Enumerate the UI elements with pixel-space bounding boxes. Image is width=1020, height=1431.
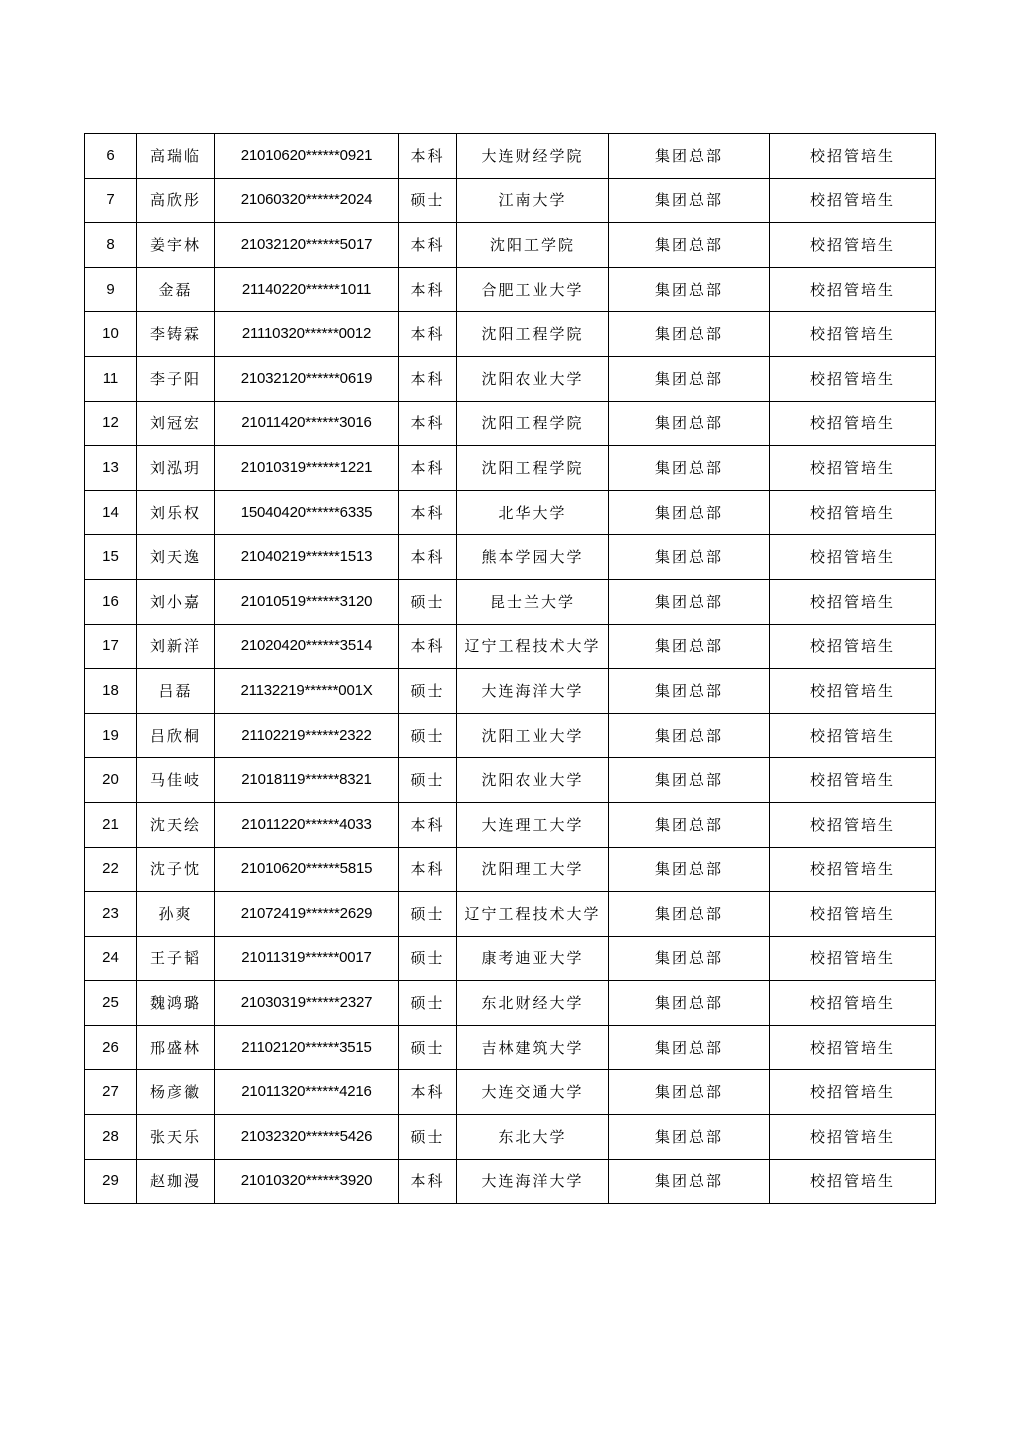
id-number-cell: 21032320******5426	[215, 1115, 399, 1160]
school-cell: 沈阳工程学院	[457, 312, 609, 357]
degree-cell: 硕士	[399, 1025, 457, 1070]
id-number-cell: 21011420******3016	[215, 401, 399, 446]
degree-cell: 硕士	[399, 713, 457, 758]
name-cell: 吕磊	[137, 669, 215, 714]
row-number-cell: 7	[85, 178, 137, 223]
table-row	[85, 1025, 936, 1070]
department-cell: 集团总部	[609, 178, 770, 223]
position-type-cell: 校招管培生	[770, 267, 936, 312]
school-cell: 大连海洋大学	[457, 1159, 609, 1204]
department-cell: 集团总部	[609, 713, 770, 758]
table-row	[85, 847, 936, 892]
row-number-cell: 11	[85, 356, 137, 401]
position-type-cell: 校招管培生	[770, 847, 936, 892]
roster-body	[85, 134, 936, 1204]
row-number-cell: 29	[85, 1159, 137, 1204]
school-cell: 江南大学	[457, 178, 609, 223]
name-cell: 刘新洋	[137, 624, 215, 669]
row-number-cell: 27	[85, 1070, 137, 1115]
department-cell: 集团总部	[609, 401, 770, 446]
position-type-cell: 校招管培生	[770, 1025, 936, 1070]
degree-cell: 本科	[399, 624, 457, 669]
row-number-cell: 23	[85, 892, 137, 937]
school-cell: 沈阳农业大学	[457, 356, 609, 401]
name-cell: 魏鸿璐	[137, 981, 215, 1026]
table-row	[85, 446, 936, 491]
table-row	[85, 223, 936, 268]
table-row	[85, 490, 936, 535]
id-number-cell: 21010519******3120	[215, 579, 399, 624]
department-cell: 集团总部	[609, 312, 770, 357]
school-cell: 沈阳工程学院	[457, 446, 609, 491]
name-cell: 刘小嘉	[137, 579, 215, 624]
department-cell: 集团总部	[609, 356, 770, 401]
table-row	[85, 134, 936, 179]
school-cell: 辽宁工程技术大学	[457, 892, 609, 937]
position-type-cell: 校招管培生	[770, 1115, 936, 1160]
id-number-cell: 21032120******5017	[215, 223, 399, 268]
school-cell: 东北财经大学	[457, 981, 609, 1026]
position-type-cell: 校招管培生	[770, 401, 936, 446]
department-cell: 集团总部	[609, 535, 770, 580]
table-row	[85, 758, 936, 803]
name-cell: 吕欣桐	[137, 713, 215, 758]
row-number-cell: 9	[85, 267, 137, 312]
name-cell: 姜宇林	[137, 223, 215, 268]
row-number-cell: 13	[85, 446, 137, 491]
id-number-cell: 21132219******001X	[215, 669, 399, 714]
table-row	[85, 802, 936, 847]
name-cell: 王子韬	[137, 936, 215, 981]
department-cell: 集团总部	[609, 981, 770, 1026]
position-type-cell: 校招管培生	[770, 535, 936, 580]
department-cell: 集团总部	[609, 1025, 770, 1070]
row-number-cell: 14	[85, 490, 137, 535]
department-cell: 集团总部	[609, 847, 770, 892]
table-row	[85, 401, 936, 446]
row-number-cell: 19	[85, 713, 137, 758]
position-type-cell: 校招管培生	[770, 134, 936, 179]
department-cell: 集团总部	[609, 579, 770, 624]
id-number-cell: 21011319******0017	[215, 936, 399, 981]
table-row	[85, 713, 936, 758]
row-number-cell: 24	[85, 936, 137, 981]
row-number-cell: 28	[85, 1115, 137, 1160]
department-cell: 集团总部	[609, 936, 770, 981]
position-type-cell: 校招管培生	[770, 1159, 936, 1204]
table-row	[85, 624, 936, 669]
department-cell: 集团总部	[609, 1070, 770, 1115]
degree-cell: 硕士	[399, 1115, 457, 1160]
degree-cell: 硕士	[399, 579, 457, 624]
school-cell: 康考迪亚大学	[457, 936, 609, 981]
table-row	[85, 535, 936, 580]
id-number-cell: 21110320******0012	[215, 312, 399, 357]
school-cell: 大连财经学院	[457, 134, 609, 179]
position-type-cell: 校招管培生	[770, 936, 936, 981]
name-cell: 沈天绘	[137, 802, 215, 847]
degree-cell: 本科	[399, 401, 457, 446]
school-cell: 东北大学	[457, 1115, 609, 1160]
id-number-cell: 21072419******2629	[215, 892, 399, 937]
id-number-cell: 21010320******3920	[215, 1159, 399, 1204]
table-row	[85, 981, 936, 1026]
name-cell: 金磊	[137, 267, 215, 312]
name-cell: 孙爽	[137, 892, 215, 937]
degree-cell: 本科	[399, 446, 457, 491]
roster-table	[84, 133, 936, 1204]
department-cell: 集团总部	[609, 490, 770, 535]
position-type-cell: 校招管培生	[770, 624, 936, 669]
degree-cell: 硕士	[399, 669, 457, 714]
degree-cell: 硕士	[399, 981, 457, 1026]
row-number-cell: 6	[85, 134, 137, 179]
name-cell: 刘泓玥	[137, 446, 215, 491]
row-number-cell: 22	[85, 847, 137, 892]
degree-cell: 硕士	[399, 892, 457, 937]
name-cell: 高欣彤	[137, 178, 215, 223]
degree-cell: 本科	[399, 535, 457, 580]
school-cell: 沈阳工程学院	[457, 401, 609, 446]
position-type-cell: 校招管培生	[770, 446, 936, 491]
name-cell: 刘天逸	[137, 535, 215, 580]
degree-cell: 本科	[399, 312, 457, 357]
name-cell: 邢盛林	[137, 1025, 215, 1070]
position-type-cell: 校招管培生	[770, 178, 936, 223]
degree-cell: 硕士	[399, 178, 457, 223]
position-type-cell: 校招管培生	[770, 713, 936, 758]
department-cell: 集团总部	[609, 892, 770, 937]
school-cell: 沈阳工学院	[457, 223, 609, 268]
id-number-cell: 21018119******8321	[215, 758, 399, 803]
name-cell: 高瑞临	[137, 134, 215, 179]
id-number-cell: 21011220******4033	[215, 802, 399, 847]
position-type-cell: 校招管培生	[770, 312, 936, 357]
school-cell: 沈阳农业大学	[457, 758, 609, 803]
position-type-cell: 校招管培生	[770, 1070, 936, 1115]
name-cell: 马佳岐	[137, 758, 215, 803]
table-row	[85, 356, 936, 401]
department-cell: 集团总部	[609, 758, 770, 803]
name-cell: 李子阳	[137, 356, 215, 401]
school-cell: 沈阳工业大学	[457, 713, 609, 758]
department-cell: 集团总部	[609, 624, 770, 669]
degree-cell: 硕士	[399, 758, 457, 803]
table-row	[85, 1070, 936, 1115]
position-type-cell: 校招管培生	[770, 579, 936, 624]
id-number-cell: 21140220******1011	[215, 267, 399, 312]
row-number-cell: 15	[85, 535, 137, 580]
id-number-cell: 15040420******6335	[215, 490, 399, 535]
degree-cell: 本科	[399, 267, 457, 312]
id-number-cell: 21010620******5815	[215, 847, 399, 892]
row-number-cell: 12	[85, 401, 137, 446]
school-cell: 北华大学	[457, 490, 609, 535]
id-number-cell: 21102219******2322	[215, 713, 399, 758]
name-cell: 刘乐权	[137, 490, 215, 535]
row-number-cell: 10	[85, 312, 137, 357]
table-row	[85, 1159, 936, 1204]
table-row	[85, 892, 936, 937]
row-number-cell: 18	[85, 669, 137, 714]
degree-cell: 本科	[399, 134, 457, 179]
row-number-cell: 25	[85, 981, 137, 1026]
id-number-cell: 21010319******1221	[215, 446, 399, 491]
row-number-cell: 26	[85, 1025, 137, 1070]
id-number-cell: 21030319******2327	[215, 981, 399, 1026]
table-row	[85, 579, 936, 624]
name-cell: 杨彦徽	[137, 1070, 215, 1115]
table-row	[85, 267, 936, 312]
position-type-cell: 校招管培生	[770, 669, 936, 714]
id-number-cell: 21060320******2024	[215, 178, 399, 223]
table-row	[85, 178, 936, 223]
school-cell: 吉林建筑大学	[457, 1025, 609, 1070]
department-cell: 集团总部	[609, 134, 770, 179]
position-type-cell: 校招管培生	[770, 981, 936, 1026]
department-cell: 集团总部	[609, 802, 770, 847]
degree-cell: 本科	[399, 1070, 457, 1115]
school-cell: 昆士兰大学	[457, 579, 609, 624]
position-type-cell: 校招管培生	[770, 223, 936, 268]
degree-cell: 本科	[399, 1159, 457, 1204]
school-cell: 熊本学园大学	[457, 535, 609, 580]
table-row	[85, 936, 936, 981]
row-number-cell: 21	[85, 802, 137, 847]
row-number-cell: 16	[85, 579, 137, 624]
degree-cell: 本科	[399, 223, 457, 268]
school-cell: 大连理工大学	[457, 802, 609, 847]
school-cell: 辽宁工程技术大学	[457, 624, 609, 669]
school-cell: 合肥工业大学	[457, 267, 609, 312]
id-number-cell: 21040219******1513	[215, 535, 399, 580]
name-cell: 沈子忱	[137, 847, 215, 892]
school-cell: 沈阳理工大学	[457, 847, 609, 892]
id-number-cell: 21011320******4216	[215, 1070, 399, 1115]
position-type-cell: 校招管培生	[770, 892, 936, 937]
position-type-cell: 校招管培生	[770, 356, 936, 401]
degree-cell: 本科	[399, 847, 457, 892]
table-row	[85, 1115, 936, 1160]
name-cell: 李铸霖	[137, 312, 215, 357]
table-row	[85, 669, 936, 714]
degree-cell: 硕士	[399, 936, 457, 981]
department-cell: 集团总部	[609, 446, 770, 491]
id-number-cell: 21020420******3514	[215, 624, 399, 669]
degree-cell: 本科	[399, 802, 457, 847]
id-number-cell: 21102120******3515	[215, 1025, 399, 1070]
row-number-cell: 17	[85, 624, 137, 669]
degree-cell: 本科	[399, 356, 457, 401]
position-type-cell: 校招管培生	[770, 758, 936, 803]
department-cell: 集团总部	[609, 1159, 770, 1204]
position-type-cell: 校招管培生	[770, 802, 936, 847]
table-row	[85, 312, 936, 357]
name-cell: 张天乐	[137, 1115, 215, 1160]
school-cell: 大连海洋大学	[457, 669, 609, 714]
id-number-cell: 21032120******0619	[215, 356, 399, 401]
position-type-cell: 校招管培生	[770, 490, 936, 535]
department-cell: 集团总部	[609, 223, 770, 268]
id-number-cell: 21010620******0921	[215, 134, 399, 179]
department-cell: 集团总部	[609, 669, 770, 714]
department-cell: 集团总部	[609, 1115, 770, 1160]
row-number-cell: 8	[85, 223, 137, 268]
name-cell: 赵珈漫	[137, 1159, 215, 1204]
department-cell: 集团总部	[609, 267, 770, 312]
degree-cell: 本科	[399, 490, 457, 535]
school-cell: 大连交通大学	[457, 1070, 609, 1115]
row-number-cell: 20	[85, 758, 137, 803]
name-cell: 刘冠宏	[137, 401, 215, 446]
